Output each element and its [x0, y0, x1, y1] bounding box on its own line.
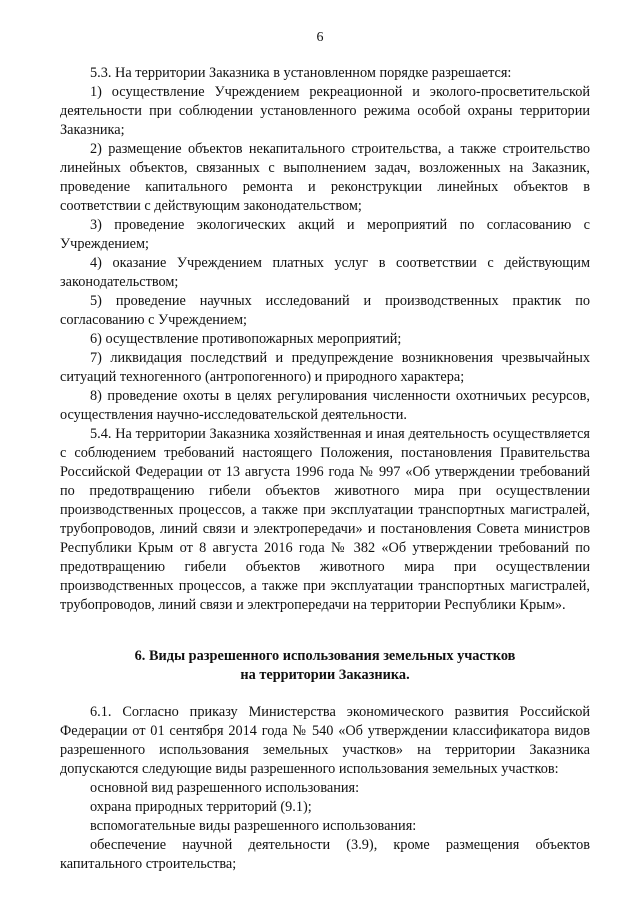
section-6-heading-line1: 6. Виды разрешенного использования земельных участков — [134, 648, 516, 664]
main-use-label: основной вид разрешенного использования: — [90, 780, 360, 796]
paragraph-5-3-intro: 5.3. На территории Заказника в установленном порядке разрешается: — [90, 65, 512, 81]
list-item: 7) ликвидация последствий и предупреждение возникновения чрезвычайных ситуаций техногенного (антропогенного) и природного характера; — [60, 350, 590, 385]
document-body — [60, 64, 590, 874]
paragraph-6-1: 6.1. Согласно приказу Министерства экономического развития Российской Федерации от 01 сентября 2014 года № 540 «Об утверждении классификатора видов разрешенного использования земельных участков» на территории Заказника допускаются следующие виды разрешенного использования земельных участков: — [60, 704, 590, 777]
section-6-heading-line2: на территории Заказника. — [240, 667, 410, 683]
aux-use-label: вспомогательные виды разрешенного использования: — [90, 818, 417, 834]
list-item: 6) осуществление противопожарных мероприятий; — [90, 331, 402, 347]
aux-use-value: обеспечение научной деятельности (3.9), кроме размещения объектов капитального строительства; — [60, 837, 590, 872]
list-item: 2) размещение объектов некапитального строительства, а также строительство линейных объектов, связанных с выполнением задач, возложенных на Заказник, проведение капитального ремонта и реконструкции линейных объектов в соответствии с действующим законодательством; — [60, 141, 590, 214]
section-spacer — [60, 615, 590, 647]
list-item: 5) проведение научных исследований и производственных практик по согласованию с Учреждением; — [60, 293, 590, 328]
paragraph-5-4: 5.4. На территории Заказника хозяйственная и иная деятельность осуществляется с соблюдением требований настоящего Положения, постановления Правительства Российской Федерации от 13 августа 1996 года № 997 «Об утверждении требований по предотвращению гибели объектов животного мира при осуществлении производственных процессов, а также при эксплуатации транспортных магистралей, трубопроводов, линий связи и электропередачи» и постановления Совета министров Республики Крым от 8 августа 2016 года № 382 «Об утверждении требований по предотвращению гибели объектов животного мира при осуществлении производственных процессов, а также при эксплуатации транспортных магистралей, трубопроводов, линий связи и электропередачи на территории Республики Крым». — [60, 426, 590, 613]
main-use-value: охрана природных территорий (9.1); — [90, 799, 312, 815]
list-item: 4) оказание Учреждением платных услуг в соответствии с действующим законодательством; — [60, 255, 590, 290]
list-item: 3) проведение экологических акций и мероприятий по согласованию с Учреждением; — [60, 217, 590, 252]
page-number: 6 — [316, 30, 324, 45]
heading-spacer — [60, 685, 590, 703]
list-item: 8) проведение охоты в целях регулирования численности охотничьих ресурсов, осуществления научно-исследовательской деятельности. — [60, 388, 590, 423]
list-item: 1) осуществление Учреждением рекреационной и эколого-просветительской деятельности при соблюдении установленного режима особой охраны территории Заказника; — [60, 84, 590, 138]
